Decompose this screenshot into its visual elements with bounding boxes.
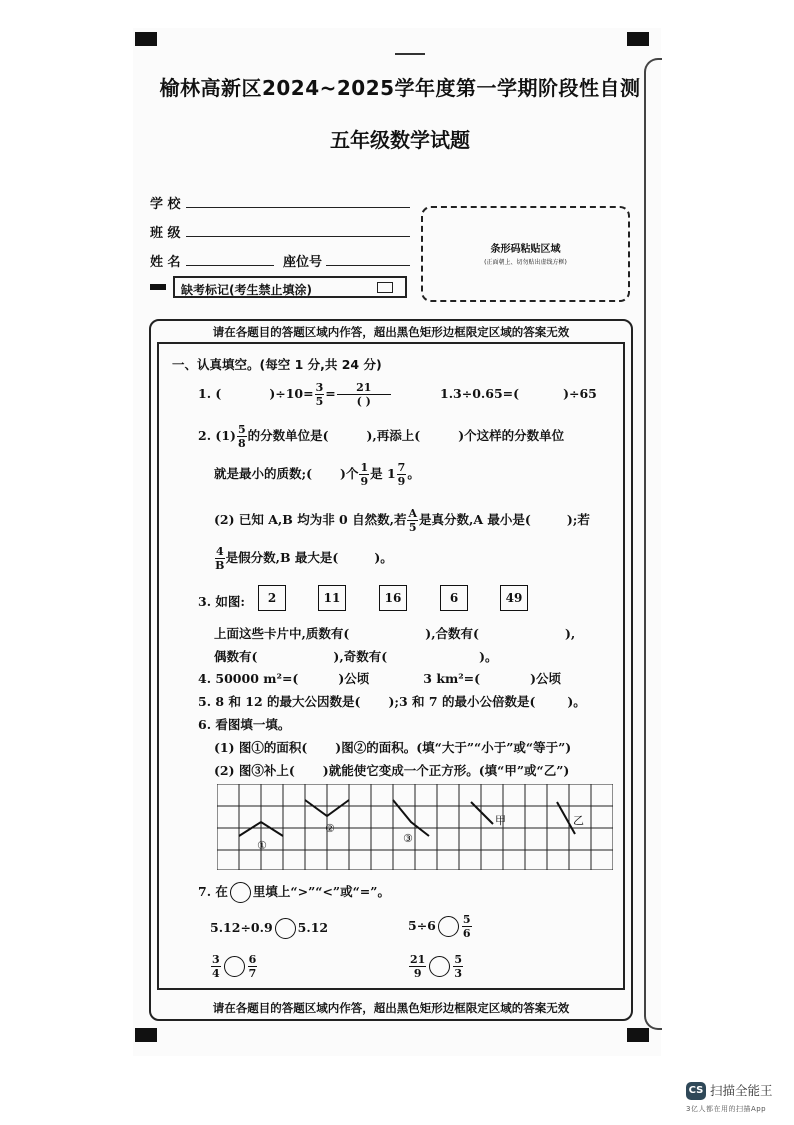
name-input-line[interactable]: [186, 265, 274, 266]
number-card: 6: [440, 585, 468, 611]
section-title: 一、认真填空。(每空 1 分,共 24 分): [172, 357, 382, 372]
q1-fraction-2: $\frac{21}{( )}$: [337, 382, 391, 407]
q7-item-2: 5÷6 $\frac{5}{6}$: [408, 913, 471, 940]
q3-line-1: 上面这些卡片中,质数有( ),合数有( ),: [214, 626, 576, 641]
barcode-label: 条形码粘贴区域: [490, 244, 561, 255]
q1-text-b: )÷10=: [269, 386, 314, 401]
label-yi: 乙: [573, 814, 584, 827]
q1-text-a: 1. (: [198, 386, 222, 401]
class-label: 班 级: [150, 226, 181, 241]
figure-jia: [471, 802, 493, 824]
q1-text-d: )÷65: [563, 386, 597, 401]
registration-mark: [135, 32, 157, 46]
exam-subtitle: 五年级数学试题: [330, 128, 470, 152]
question-1: [198, 382, 392, 407]
absent-label: 缺考标记(考生禁止填涂): [181, 283, 312, 297]
q2-fraction-a-5: $\frac{A}{5}$: [408, 507, 417, 534]
q3-label: 3. 如图:: [198, 594, 246, 609]
notice-top: 请在各题目的答题区域内作答，超出黑色矩形边框限定区域的答案无效: [212, 325, 570, 339]
registration-mark: [135, 1028, 157, 1042]
seat-input-line[interactable]: [326, 265, 410, 266]
absent-mark-box: [173, 276, 407, 298]
compare-circle-icon[interactable]: [438, 916, 459, 937]
question-2-line-2: 就是最小的质数;( )个 $\frac{1}{9}$ 是 1 $\frac{7}{9}$ 。: [214, 461, 420, 488]
registration-mark: [627, 1028, 649, 1042]
label-1: ①: [257, 839, 267, 852]
q1-text-c: 1.3÷0.65=(: [440, 386, 520, 401]
compare-circle-icon[interactable]: [275, 918, 296, 939]
q6-line-2: (2) 图③补上( )就能使它变成一个正方形。(填“甲”或“乙”): [214, 763, 570, 778]
barcode-note: (正面朝上、切勿贴出虚线方框): [484, 259, 567, 266]
label-2: ②: [325, 822, 335, 835]
class-input-line[interactable]: [186, 236, 410, 237]
number-card: 2: [258, 585, 286, 611]
question-1b: [440, 386, 597, 401]
watermark-sub: 3亿人都在用的扫描App: [686, 1105, 767, 1113]
compare-circle-icon[interactable]: [429, 956, 450, 977]
notice-bottom: 请在各题目的答题区域内作答，超出黑色矩形边框限定区域的答案无效: [212, 1001, 570, 1015]
q7-item-1: 5.12÷0.9 5.12: [210, 918, 328, 939]
number-card: 11: [318, 585, 346, 611]
q2-fraction-4-b: $\frac{4}{B}$: [215, 545, 225, 572]
q2-fraction-5-8: $\frac{5}{8}$: [237, 423, 246, 450]
compare-circle-icon: [230, 882, 251, 903]
number-card: 49: [500, 585, 528, 611]
next-page-edge: [644, 58, 662, 1030]
q1-eq: =: [325, 386, 336, 401]
top-tick: [395, 53, 425, 55]
question-5: 5. 8 和 12 的最大公因数是( );3 和 7 的最小公倍数是( )。: [198, 694, 586, 709]
shape-grid: [217, 784, 613, 870]
exam-title: 榆林高新区2024~2025学年度第一学期阶段性自测: [159, 76, 641, 100]
registration-mark: [627, 32, 649, 46]
q7-title: 7. 在 里填上“>”“<”或“=”。: [198, 882, 390, 903]
label-3: ③: [403, 832, 413, 845]
compare-circle-icon[interactable]: [224, 956, 245, 977]
name-label: 姓 名: [150, 255, 181, 270]
absent-mark-block: [150, 284, 166, 290]
q7-item-3: $\frac{3}{4}$ $\frac{6}{7}$: [212, 953, 257, 980]
watermark-name: 扫描全能王: [710, 1083, 773, 1098]
q1-fraction-1: $\frac{3}{5}$: [315, 381, 324, 408]
question-2-line-4: $\frac{4}{B}$ 是假分数,B 最大是( )。: [215, 545, 393, 572]
school-input-line[interactable]: [186, 207, 410, 208]
question-2-line-1: 2. (1) $\frac{5}{8}$ 的分数单位是( ),再添上( )个这样的分数单位: [198, 423, 565, 450]
q2-fraction-1-9: $\frac{1}{9}$: [360, 461, 369, 488]
q3-line-2: 偶数有( ),奇数有( )。: [214, 649, 498, 664]
question-2-line-3: (2) 已知 A,B 均为非 0 自然数,若 $\frac{A}{5}$ 是真分数,A 最小是( );若: [214, 507, 590, 534]
q2-fraction-7-9: $\frac{7}{9}$: [397, 461, 406, 488]
question-4: 4. 50000 m²=( )公顷 3 km²=( )公顷: [198, 671, 561, 686]
number-card: 16: [379, 585, 407, 611]
q7-item-4: $\frac{21}{9}$ $\frac{5}{3}$: [410, 953, 462, 980]
seat-label: 座位号: [283, 255, 323, 270]
absent-checkbox[interactable]: [377, 282, 393, 293]
school-label: 学 校: [150, 197, 181, 212]
q6-title: 6. 看图填一填。: [198, 717, 291, 732]
barcode-area: [421, 206, 630, 302]
figure-3: [393, 800, 429, 836]
label-jia: 甲: [495, 814, 506, 827]
camscanner-logo-icon: CS: [686, 1082, 706, 1100]
q6-line-1: (1) 图①的面积( )图②的面积。(填“大于”“小于”或“等于”): [214, 740, 572, 755]
